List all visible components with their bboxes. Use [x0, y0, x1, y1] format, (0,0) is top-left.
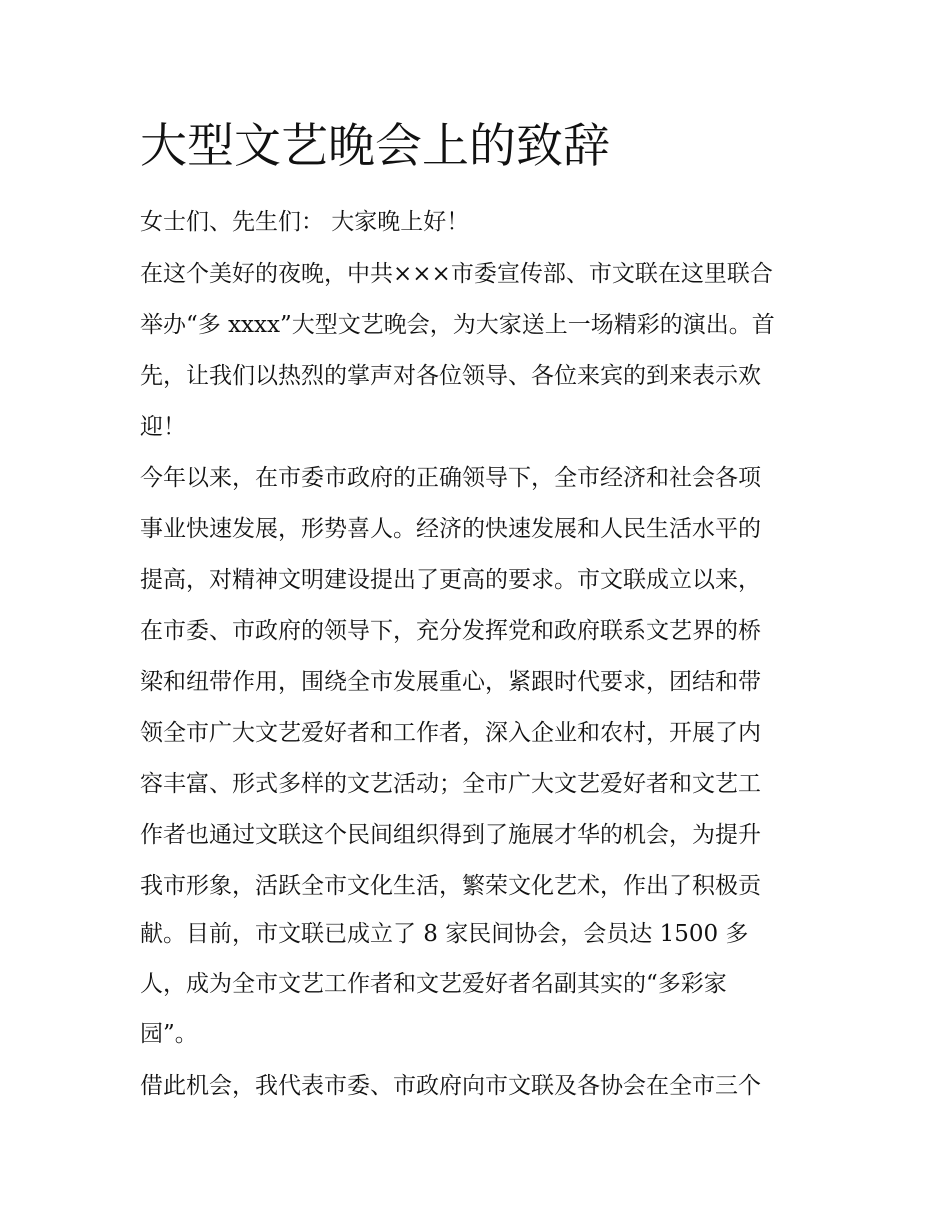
body-line: 借此机会，我代表市委、市政府向市文联及各协会在全市三个 [140, 1073, 761, 1099]
body-line: 举办“多 xxxx”大型文艺晚会，为大家送上一场精彩的演出。首 [140, 312, 775, 338]
body-line: 提高，对精神文明建设提出了更高的要求。市文联成立以来， [140, 567, 761, 593]
body-line: 在这个美好的夜晚，中共×××市委宣传部、市文联在这里联合 [140, 261, 773, 287]
body-line: 献。目前，市文联已成立了 8 家民间协会，会员达 1500 多 [140, 921, 749, 947]
body-line: 人，成为全市文艺工作者和文艺爱好者名副其实的“多彩家 [140, 971, 727, 997]
body-line: 梁和纽带作用，围绕全市发展重心，紧跟时代要求，团结和带 [140, 669, 761, 695]
body-line: 今年以来，在市委市政府的正确领导下，全市经济和社会各项 [140, 465, 761, 491]
body-line: 在市委、市政府的领导下，充分发挥党和政府联系文艺界的桥 [140, 618, 761, 644]
document-title: 大型文艺晚会上的致辞 [140, 119, 610, 174]
body-line: 园”。 [140, 1021, 198, 1047]
body-line: 事业快速发展，形势喜人。经济的快速发展和人民生活水平的 [140, 516, 761, 542]
body-line: 先，让我们以热烈的掌声对各位领导、各位来宾的到来表示欢 [140, 363, 761, 389]
body-line: 迎！ [140, 414, 186, 440]
body-line: 容丰富、形式多样的文艺活动；全市广大文艺爱好者和文艺工 [140, 771, 761, 797]
greeting-line: 女士们、先生们： 大家晚上好！ [140, 209, 470, 235]
body-line: 领全市广大文艺爱好者和工作者，深入企业和农村，开展了内 [140, 720, 761, 746]
body-line: 作者也通过文联这个民间组织得到了施展才华的机会，为提升 [140, 822, 761, 848]
body-line: 我市形象，活跃全市文化生活，繁荣文化艺术，作出了积极贡 [140, 873, 761, 899]
